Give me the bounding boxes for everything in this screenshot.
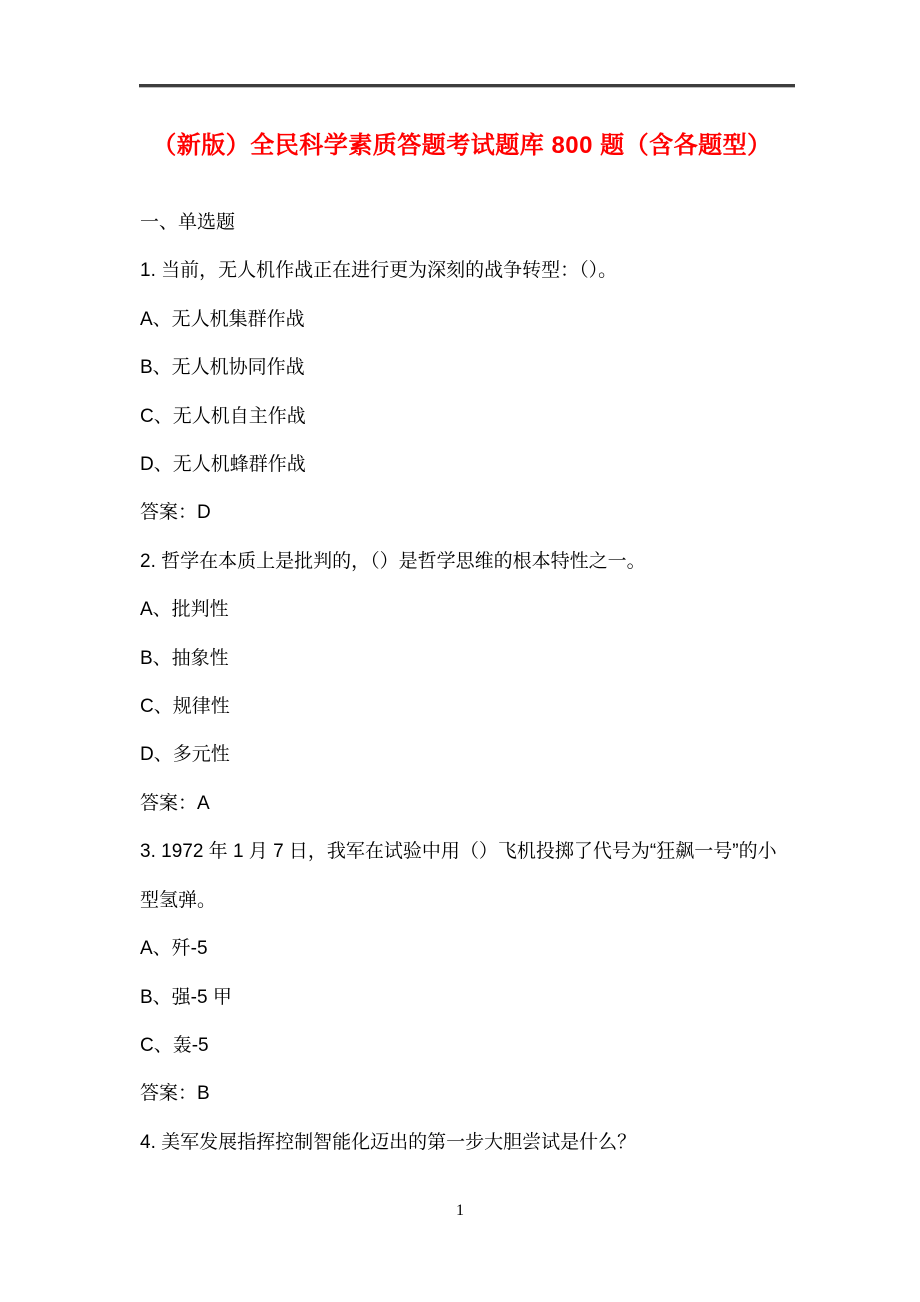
option-item: B、无人机协同作战 xyxy=(140,357,305,379)
question-text: 型氢弹。 xyxy=(140,889,217,911)
question-text: 4. 美军发展指挥控制智能化迈出的第一步大胆尝试是什么？ xyxy=(140,1131,637,1153)
answer-text: 答案：B xyxy=(140,1083,210,1105)
question-text: 2. 哲学在本质上是批判的，（）是哲学思维的根本特性之一。 xyxy=(140,550,646,572)
option-item: D、无人机蜂群作战 xyxy=(140,454,306,476)
document-title: （新版）全民科学素质答题考试题库 800 题（含各题型） xyxy=(152,132,772,159)
option-item: B、抽象性 xyxy=(140,647,229,669)
option-item: B、强-5 甲 xyxy=(140,986,232,1008)
question-text: 1. 当前，无人机作战正在进行更为深刻的战争转型：（）。 xyxy=(140,260,618,282)
document-body xyxy=(140,199,800,1167)
page-number: 1 xyxy=(456,1202,464,1219)
option-item: C、轰-5 xyxy=(140,1034,209,1056)
option-item: A、无人机集群作战 xyxy=(140,308,305,330)
header-divider xyxy=(139,84,795,88)
option-item: C、无人机自主作战 xyxy=(140,405,306,427)
answer-text: 答案：A xyxy=(140,792,210,814)
answer-text: 答案：D xyxy=(140,502,211,524)
section-heading: 一、单选题 xyxy=(140,212,236,233)
question-text: 3. 1972 年 1 月 7 日，我军在试验中用（）飞机投掷了代号为“狂飙一号”的小 xyxy=(140,841,777,863)
option-item: A、批判性 xyxy=(140,599,229,621)
option-item: D、多元性 xyxy=(140,744,230,766)
option-item: C、规律性 xyxy=(140,696,230,718)
option-item: A、歼-5 xyxy=(140,938,208,960)
